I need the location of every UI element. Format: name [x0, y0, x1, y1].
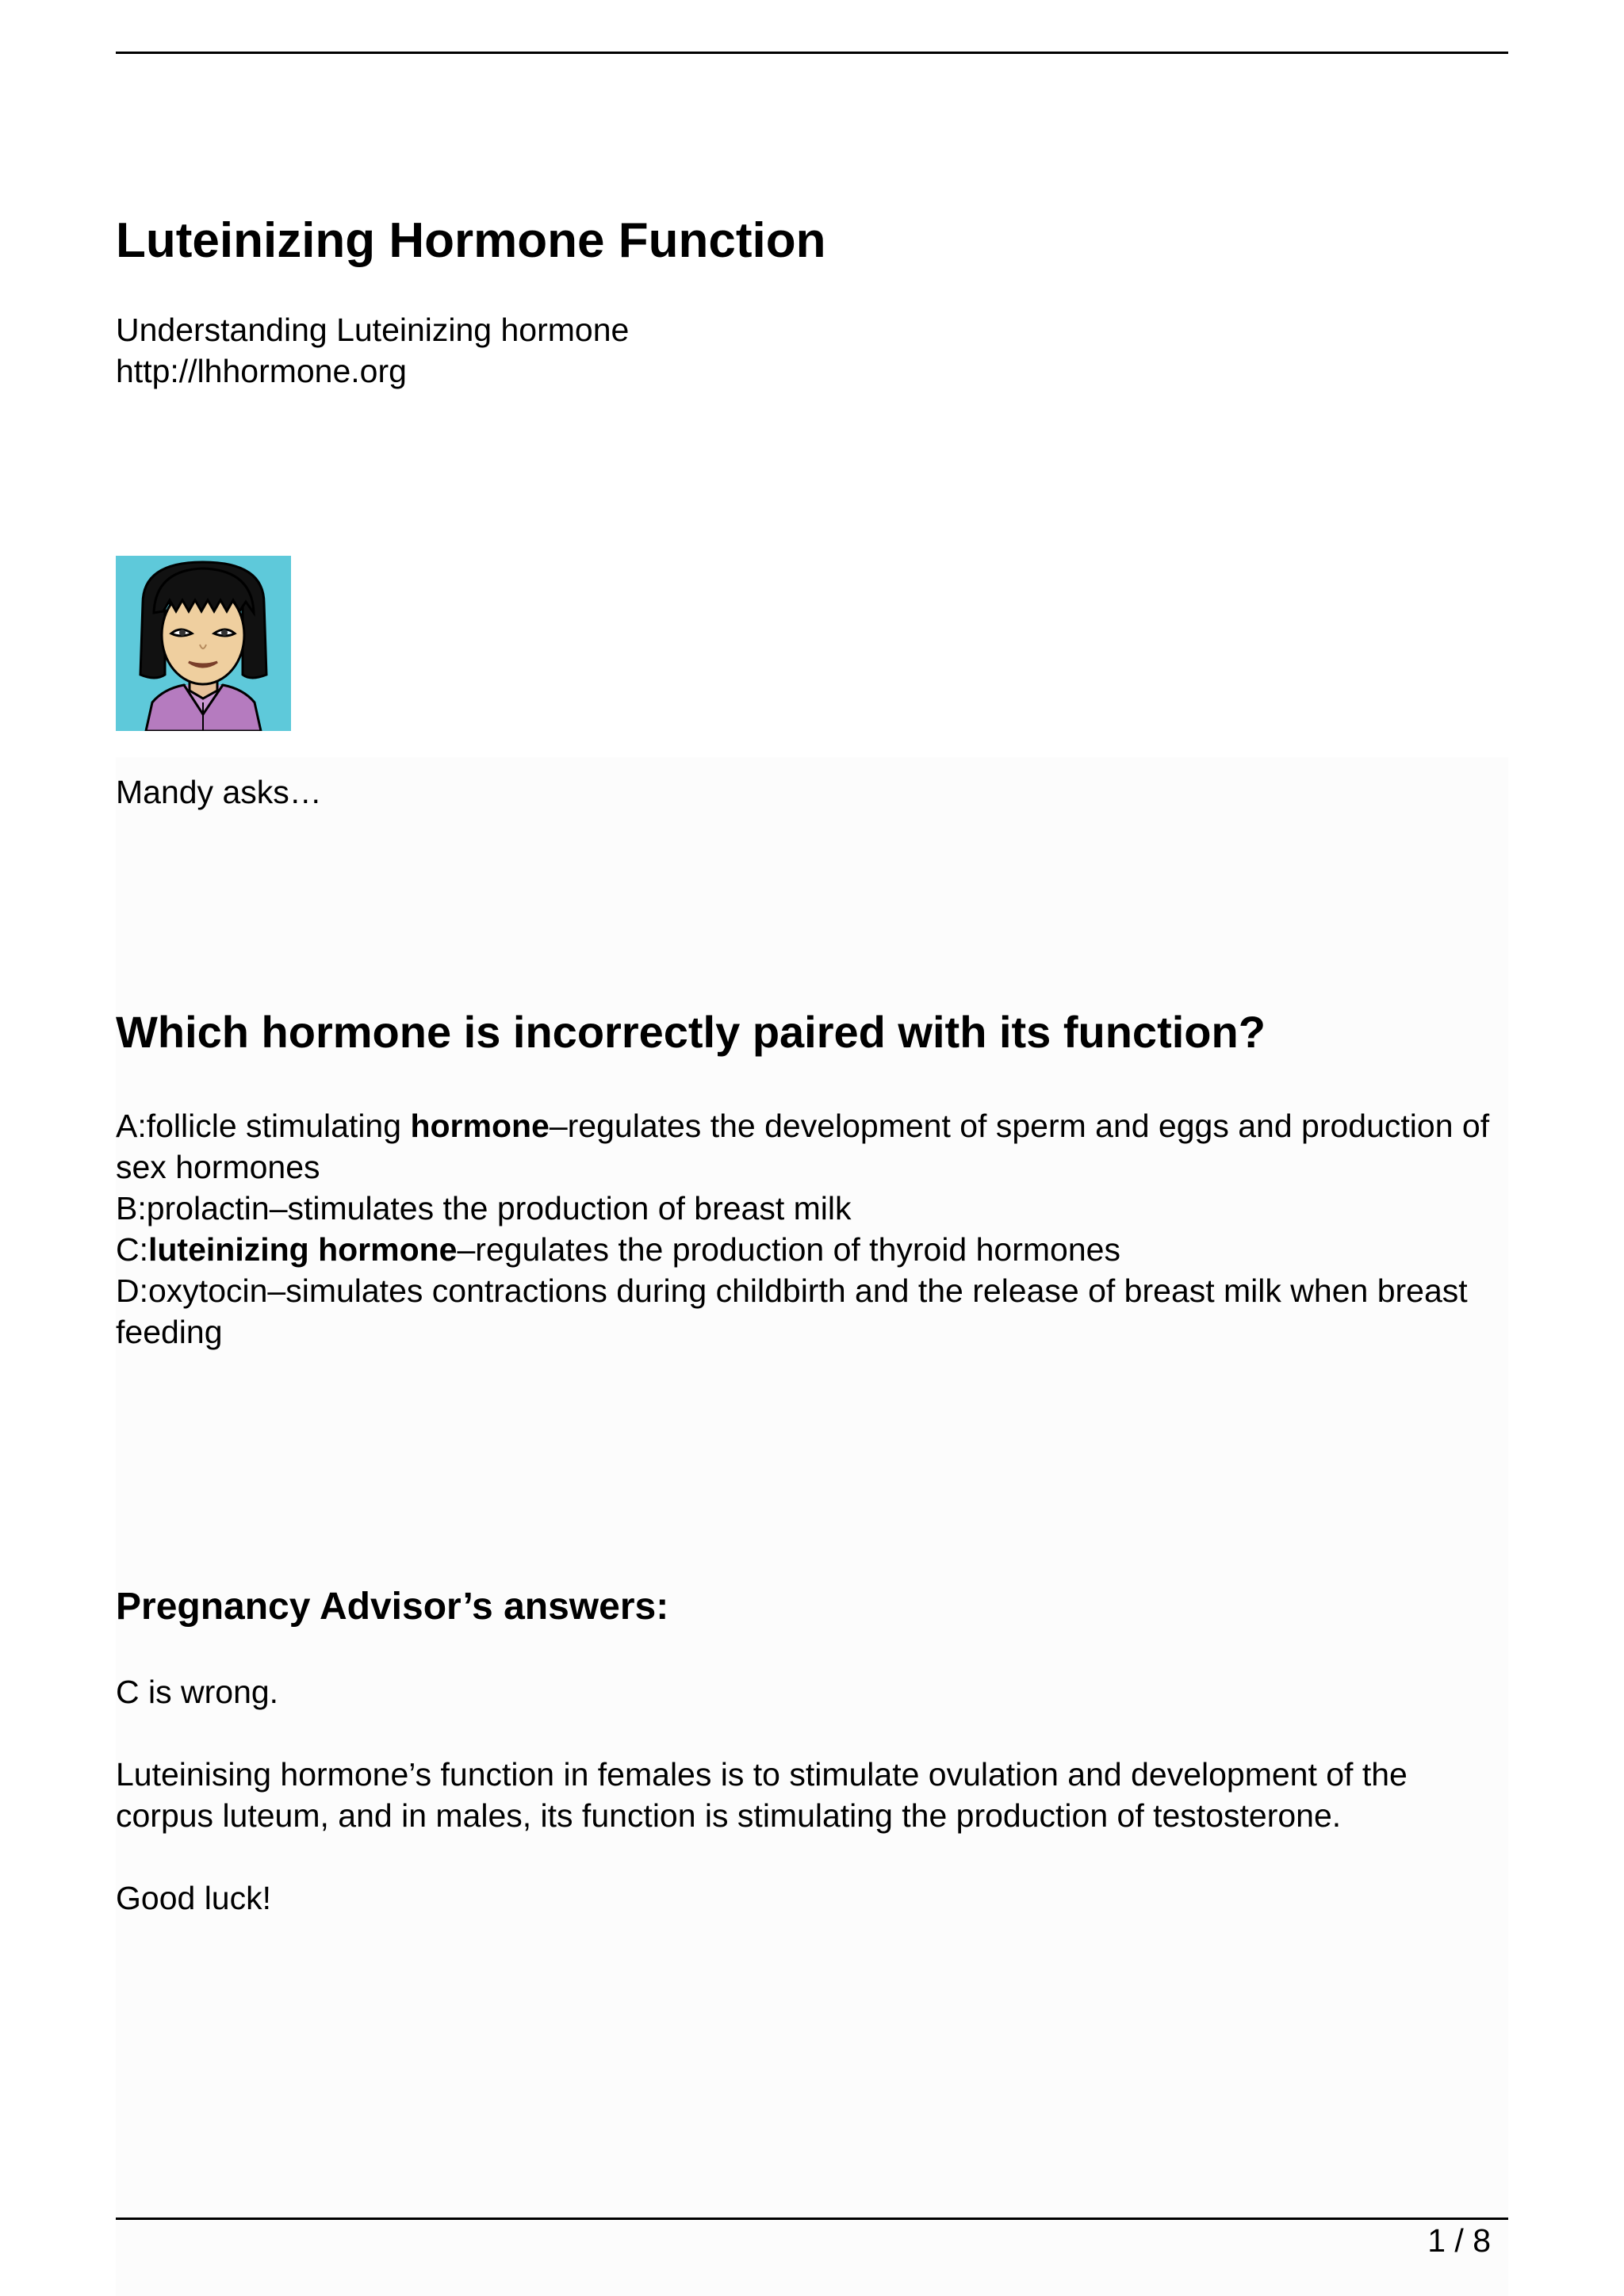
option-c	[116, 1229, 1511, 1270]
option-bold: luteinizing hormone	[148, 1231, 458, 1268]
answer-body	[116, 1671, 1511, 1919]
site-url-link[interactable]: http://lhhormone.org	[116, 353, 407, 389]
option-suffix: –regulates the production of thyroid hormones	[457, 1231, 1120, 1268]
option-prefix: C:	[116, 1231, 148, 1268]
answer-paragraph: Good luck!	[116, 1880, 271, 1916]
avatar-cartoon-icon	[116, 556, 291, 731]
page-title: Luteinizing Hormone Function	[116, 213, 826, 268]
footer-rule	[116, 2218, 1508, 2220]
site-info	[116, 309, 629, 392]
paragraph-spacer	[116, 1836, 1511, 1877]
paragraph-spacer	[116, 1712, 1511, 1754]
option-bold: hormone	[410, 1108, 550, 1144]
answer-options	[116, 1105, 1511, 1353]
option-prefix: A:follicle stimulating	[116, 1108, 411, 1144]
option-d	[116, 1270, 1511, 1353]
option-prefix: B:prolactin–stimulates the production of breast milk	[116, 1190, 852, 1226]
option-prefix: D:oxytocin–simulates contractions during childbirth and the release of breast milk when breast feeding	[116, 1272, 1468, 1350]
answers-heading: Pregnancy Advisor’s answers:	[116, 1586, 669, 1628]
asker-label: Mandy asks…	[116, 774, 322, 810]
answer-paragraph: Luteinising hormone’s function in females is to stimulate ovulation and development of the corpus luteum, and in males, its function is stimulating the production of testosterone.	[116, 1756, 1408, 1834]
option-suffix: –regulates the development of sperm and eggs and production of sex hormones	[116, 1108, 1490, 1185]
page-number: 1 / 8	[1427, 2222, 1491, 2259]
question-heading: Which hormone is incorrectly paired with its function?	[116, 1007, 1266, 1057]
option-b	[116, 1188, 1511, 1229]
option-a	[116, 1105, 1511, 1188]
answer-paragraph: C is wrong.	[116, 1674, 279, 1710]
header-rule	[116, 52, 1508, 54]
site-name: Understanding Luteinizing hormone	[116, 312, 630, 348]
page-background	[116, 757, 1508, 2296]
avatar	[116, 556, 291, 731]
